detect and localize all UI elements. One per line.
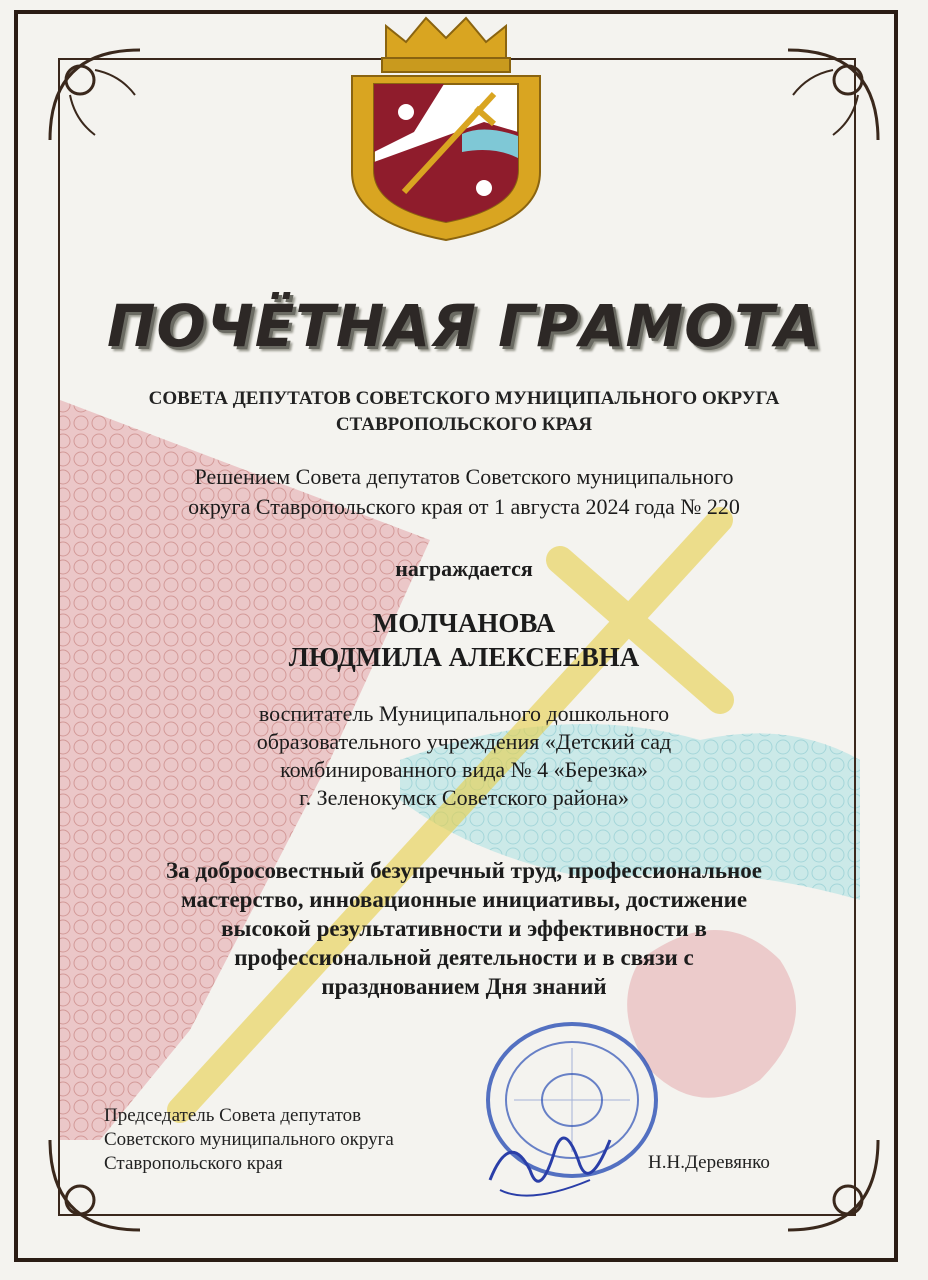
- reason-line: профессиональной деятельности и в связи с: [234, 945, 694, 970]
- recipient-surname: МОЛЧАНОВА: [372, 608, 556, 638]
- coat-of-arms-icon: [344, 12, 548, 244]
- subtitle-line: СОВЕТА ДЕПУТАТОВ СОВЕТСКОГО МУНИЦИПАЛЬНОГО ОКРУГА: [148, 388, 780, 409]
- decision-line: Решением Совета депутатов Советского муниципального: [194, 464, 734, 489]
- decision-text: [60, 462, 868, 522]
- reason-line: За добросовестный безупречный труд, профессиональное: [166, 858, 762, 883]
- reason-line: высокой результативности и эффективности в: [221, 916, 707, 941]
- subtitle-line: СТАВРОПОЛЬСКОГО КРАЯ: [335, 414, 593, 435]
- signatory-line: Ставропольского края: [104, 1153, 283, 1174]
- decision-line: округа Ставропольского края от 1 августа 2024 года № 220: [188, 494, 740, 519]
- recipient-name: [60, 606, 868, 674]
- reason-line: празднованием Дня знаний: [321, 974, 607, 999]
- award-reason: [60, 856, 868, 1001]
- certificate-title: ПОЧЁТНАЯ ГРАМОТА: [106, 292, 821, 360]
- signatory-title: [104, 1104, 394, 1176]
- issuer-subtitle: [60, 386, 868, 438]
- corner-ornament-icon: [778, 1130, 888, 1240]
- reason-line: мастерство, инновационные инициативы, достижение: [180, 887, 748, 912]
- corner-ornament-icon: [778, 40, 888, 150]
- recipient-given-names: ЛЮДМИЛА АЛЕКСЕЕВНА: [288, 642, 640, 672]
- position-line: г. Зеленокумск Советского района»: [299, 785, 629, 810]
- corner-ornament-icon: [40, 40, 150, 150]
- position-line: воспитатель Муниципального дошкольного: [258, 701, 670, 726]
- position-line: комбинированного вида № 4 «Березка»: [280, 757, 648, 782]
- signatory-name: Н.Н.Деревянко: [648, 1152, 770, 1173]
- signature-icon: [470, 1110, 620, 1210]
- signatory-line: Советского муниципального округа: [104, 1129, 394, 1150]
- position-line: образовательного учреждения «Детский сад: [256, 729, 672, 754]
- recipient-position: [60, 700, 868, 812]
- awarded-label: награждается: [395, 556, 533, 581]
- signatory-line: Председатель Совета депутатов: [104, 1105, 362, 1126]
